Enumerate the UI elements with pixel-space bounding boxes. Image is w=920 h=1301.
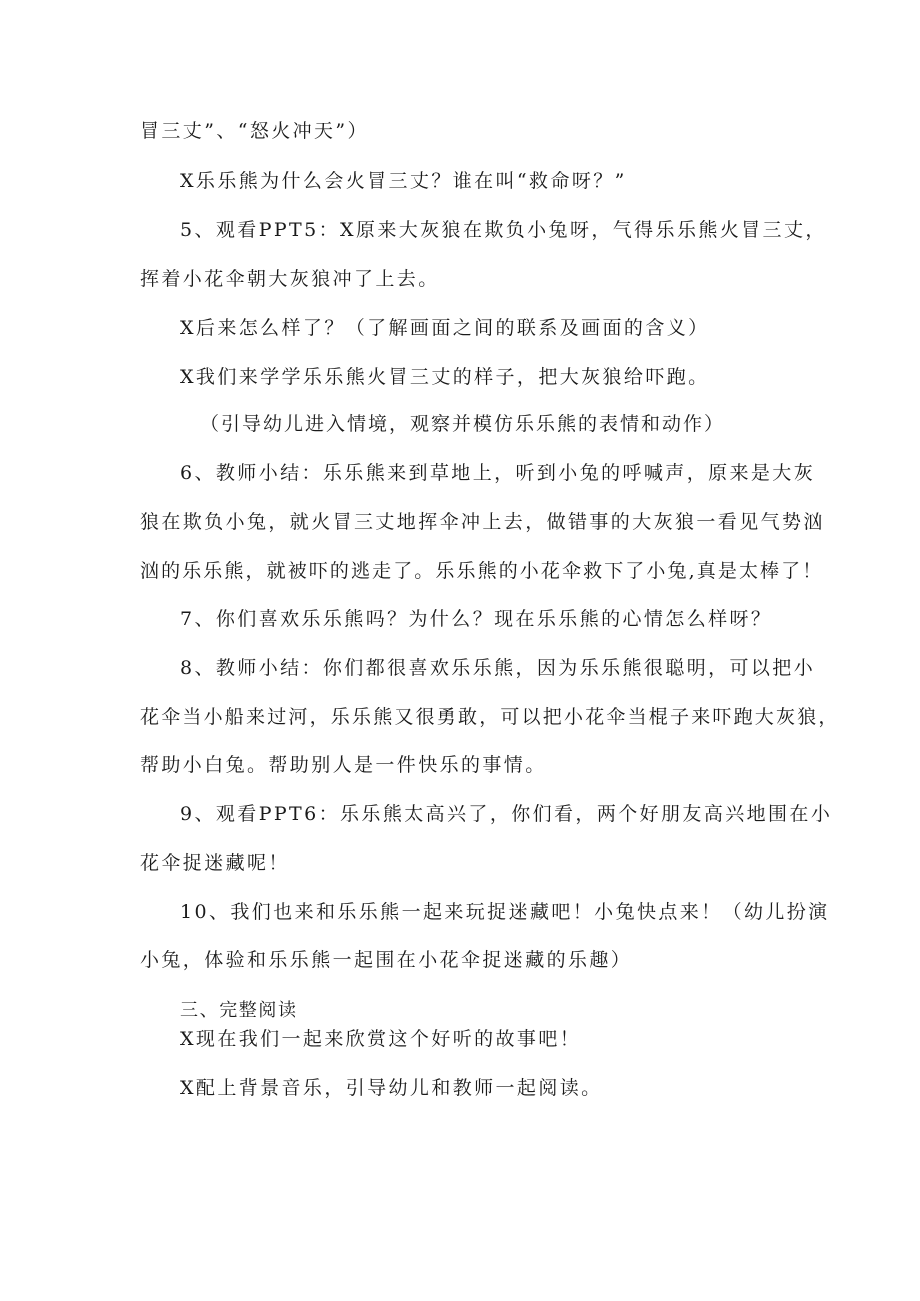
paragraph-line: 汹的乐乐熊，就被吓的逃走了。乐乐熊的小花伞救下了小兔,真是太棒了！ — [140, 560, 824, 582]
paragraph-line: 10、我们也来和乐乐熊一起来玩捉迷藏吧！小兔快点来！（幼儿扮演 — [180, 901, 830, 923]
paragraph-line: X配上背景音乐，引导幼儿和教师一起阅读。 — [180, 1077, 603, 1099]
paragraph-line: 冒三丈”、“怒火冲天”） — [140, 120, 369, 142]
paragraph-line: 8、教师小结：你们都很喜欢乐乐熊，因为乐乐熊很聪明，可以把小 — [180, 657, 816, 679]
paragraph-line: X我们来学学乐乐熊火冒三丈的样子，把大灰狼给吓跑。 — [180, 366, 710, 388]
paragraph-line: X乐乐熊为什么会火冒三丈？谁在叫“救命呀？” — [180, 170, 627, 192]
paragraph-line: 挥着小花伞朝大灰狼冲了上去。 — [140, 268, 440, 290]
section-heading: 三、完整阅读 — [180, 1000, 298, 1021]
paragraph-line: 6、教师小结：乐乐熊来到草地上，听到小兔的呼喊声，原来是大灰 — [180, 462, 816, 484]
paragraph-line: X现在我们一起来欣赏这个好听的故事吧！ — [180, 1028, 582, 1050]
paragraph-line: 5、观看PPT5：X原来大灰狼在欺负小兔呀，气得乐乐熊火冒三丈， — [180, 219, 827, 241]
paragraph-line: 9、观看PPT6：乐乐熊太高兴了，你们看，两个好朋友高兴地围在小 — [180, 803, 833, 825]
paragraph-line: 花伞捉迷藏呢！ — [140, 852, 290, 874]
paragraph-line: 小兔，体验和乐乐熊一起围在小花伞捉迷藏的乐趣） — [140, 949, 633, 971]
paragraph-line: （引导幼儿进入情境，观察并模仿乐乐熊的表情和动作） — [200, 413, 726, 435]
paragraph-line: 狼在欺负小兔，就火冒三丈地挥伞冲上去，做错事的大灰狼一看见气势汹 — [140, 511, 825, 533]
paragraph-line: 帮助小白兔。帮助别人是一件快乐的事情。 — [140, 754, 547, 776]
paragraph-line: 7、你们喜欢乐乐熊吗？为什么？现在乐乐熊的心情怎么样呀？ — [180, 608, 773, 630]
paragraph-line: X后来怎么样了？（了解画面之间的联系及画面的含义） — [180, 317, 710, 339]
paragraph-line: 花伞当小船来过河，乐乐熊又很勇敢，可以把小花伞当棍子来吓跑大灰狼， — [140, 706, 840, 728]
